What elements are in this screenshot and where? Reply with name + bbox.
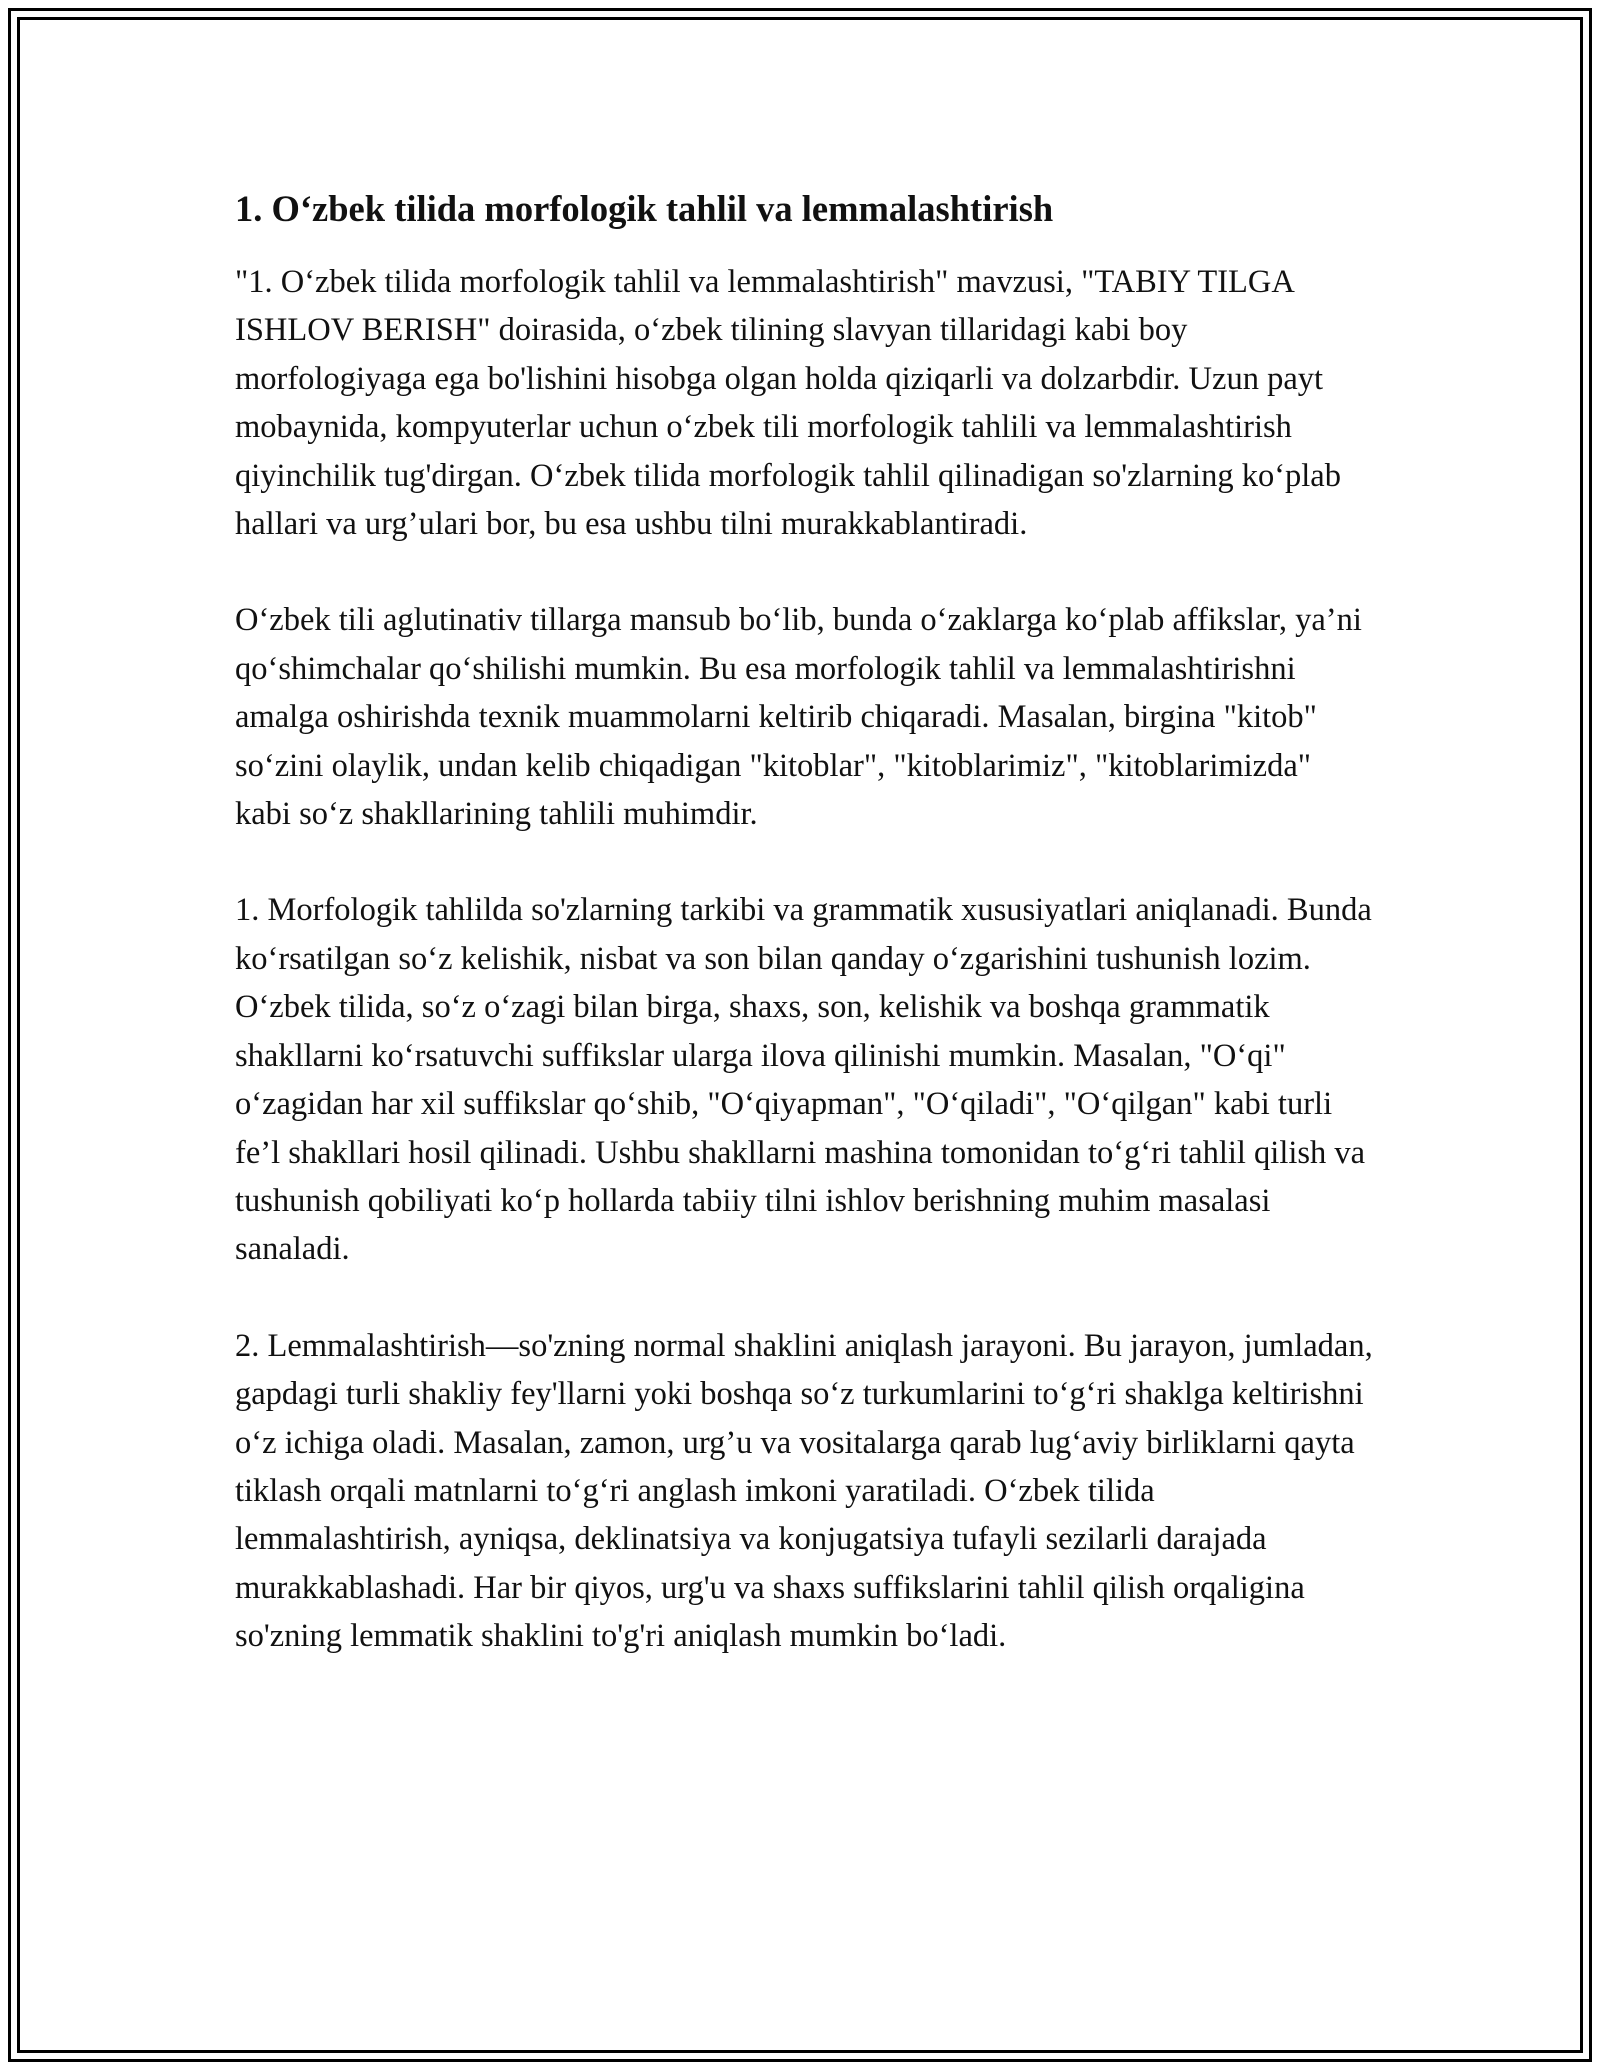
paragraph-lemmatization: 2. Lemmalashtirish—so'zning normal shaklini aniqlash jarayoni. Bu jarayon, jumladan, gapdagi turli shakliy fey'llarni yoki boshqa soʻz turkumlarini toʻgʻri shaklga keltirishni oʻz ichiga oladi. Masalan, zamon, urg’u va vositalarga qarab lugʻaviy birliklarni qayta tiklash orqali matnlarni toʻgʻri anglash imkoni yaratiladi. Oʻzbek tilida lemmalashtirish, ayniqsa, deklinatsiya va konjugatsiya tufayli sezilarli darajada murakkablashadi. Har bir qiyos, urg'u va shaxs suffikslarini tahlil qilish orqaligina so'zning lemmatik shaklini to'g'ri aniqlash mumkin boʻladi. [235, 1327, 1373, 1655]
paragraph-intro: "1. Oʻzbek tilida morfologik tahlil va lemmalashtirish" mavzusi, "TABIY TILGA ISHLOV BERISH" doirasida, oʻzbek tilining slavyan tillaridagi kabi boy morfologiyaga ega bo'lishini hisobga olgan holda qiziqarli va dolzarbdir. Uzun payt mobaynida, kompyuterlar uchun oʻzbek tili morfologik tahlili va lemmalashtirish qiyinchilik tug'dirgan. Oʻzbek tilida morfologik tahlil qilinadigan so'zlarning koʻplab hallari va urg’ulari bor, bu esa ushbu tilni murakkablantiradi. [235, 264, 1341, 543]
document-title: 1. Oʻzbek tilida morfologik tahlil va lemmalashtirish [235, 188, 1054, 229]
document-body [235, 185, 1375, 1661]
paragraph-morphological-analysis: 1. Morfologik tahlilda so'zlarning tarkibi va grammatik xususiyatlari aniqlanadi. Bunda koʻrsatilgan soʻz kelishik, nisbat va son bilan qanday oʻzgarishini tushunish lozim. Oʻzbek tilida, soʻz oʻzagi bilan birga, shaxs, son, kelishik va boshqa grammatik shakllarni koʻrsatuvchi suffikslar ularga ilova qilinishi mumkin. Masalan, "Oʻqi" oʻzagidan har xil suffikslar qoʻshib, "Oʻqiyapman", "Oʻqiladi", "Oʻqilgan" kabi turli fe’l shakllari hosil qilinadi. Ushbu shakllarni mashina tomonidan toʻgʻri tahlil qilish va tushunish qobiliyati koʻp hollarda tabiiy tilni ishlov berishning muhim masalasi sanaladi. [235, 892, 1372, 1268]
paragraph-agglutinative: Oʻzbek tili aglutinativ tillarga mansub boʻlib, bunda oʻzaklarga koʻplab affikslar, ya’ni qoʻshimchalar qoʻshilishi mumkin. Bu esa morfologik tahlil va lemmalashtirishni amalga oshirishda texnik muammolarni keltirib chiqaradi. Masalan, birgina "kitob" soʻzini olaylik, undan kelib chiqadigan "kitoblar", "kitoblarimiz", "kitoblarimizda" kabi soʻz shakllarining tahlili muhimdir. [235, 602, 1362, 833]
